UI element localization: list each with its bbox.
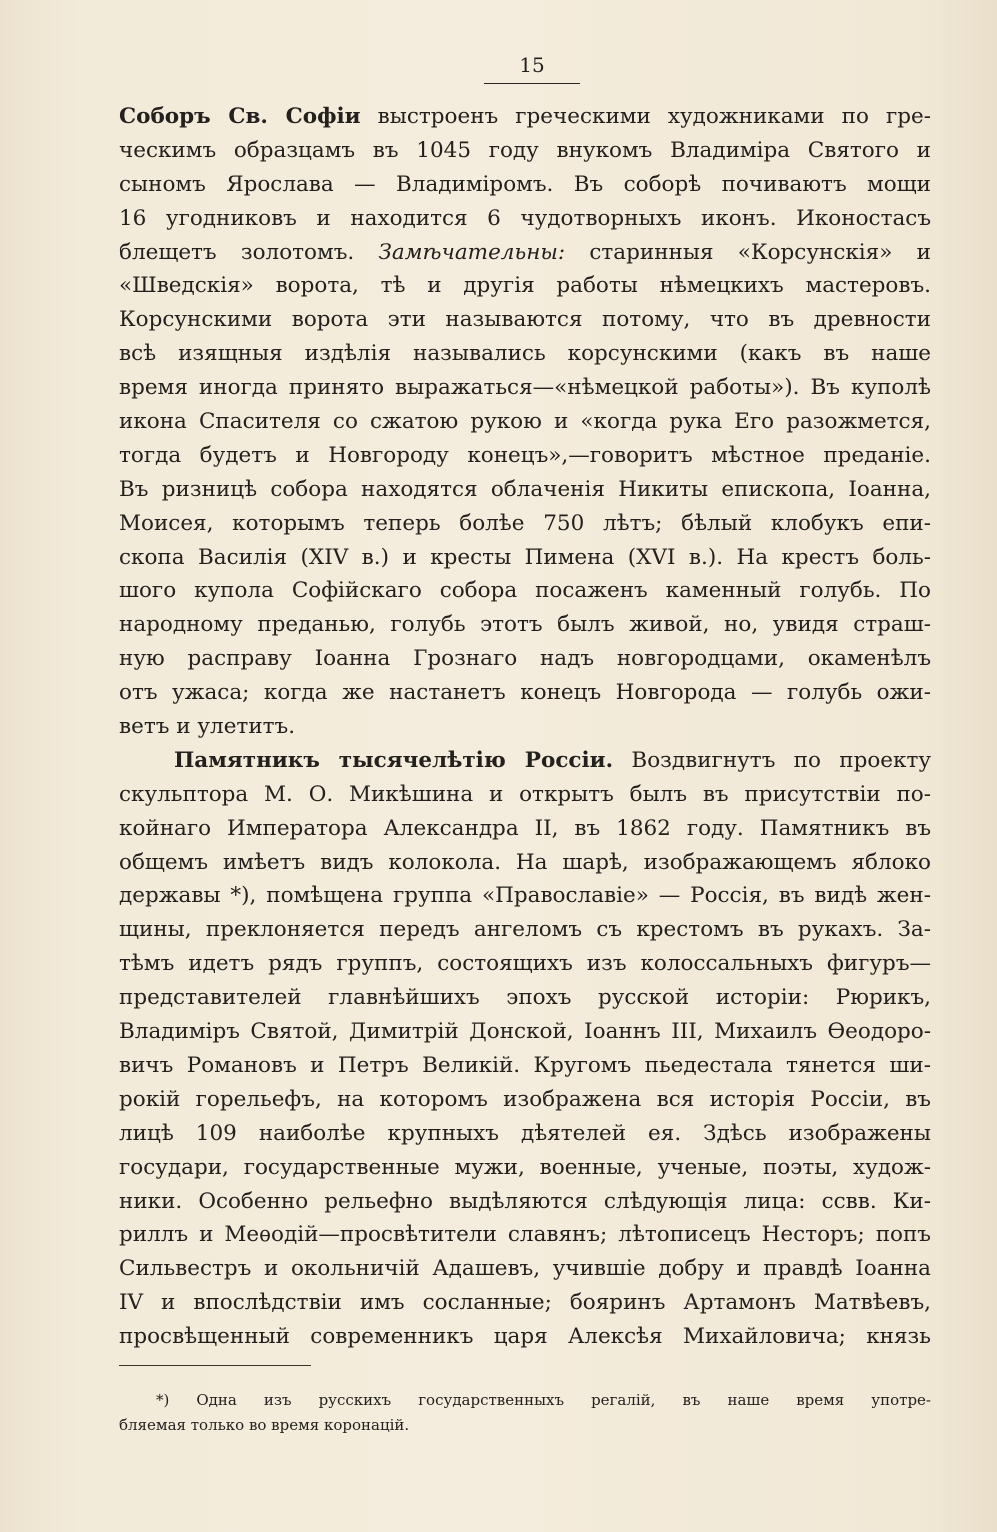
text-line [119,744,931,778]
text-line [119,405,931,439]
text-line [119,439,931,473]
emphasis-text: Замѣчательны: [378,239,566,265]
line-text: скопа Василія (XIV в.) и кресты Пимена (XVI в.). На крестъ боль- [119,544,931,570]
line-text: койнаго Императора Александра II, въ 1862 году. Памятникъ въ [119,815,931,841]
text-line [119,134,931,168]
line-text: ческимъ образцамъ въ 1045 году внукомъ Владиміра Святого и [119,137,931,163]
text-line [119,507,931,541]
text-line [119,947,931,981]
line-text: Воздвигнутъ по проекту [613,747,931,773]
page-number: 15 [519,53,545,77]
line-text: ветъ и улетитъ. [119,714,296,740]
section-heading: Соборъ Св. Софіи [119,104,361,129]
text-line [119,473,931,507]
text-line [119,981,931,1015]
text-line [119,100,931,134]
line-text: всѣ изящныя издѣлія назывались корсунскими (какъ въ наше [119,341,931,367]
line-text: тѣмъ идетъ рядъ группъ, состоящихъ изъ колоссальныхъ фигуръ— [119,951,931,977]
footnote-line: *) Одна изъ русскихъ государственныхъ регалій, въ наше время употре- [156,1391,931,1409]
line-text: выстроенъ греческими художниками по гре- [360,104,931,129]
text-line [119,1083,931,1117]
text-line [119,1252,931,1286]
text-line [119,337,931,371]
text-line [119,541,931,575]
text-line [119,1151,931,1185]
text-line [119,676,931,710]
line-text: икона Спасителя со сжатою рукою и «когда рука Его разожмется, [119,409,931,435]
text-line [119,1185,931,1219]
footnote [119,1388,931,1438]
line-text: лицѣ 109 наиболѣе крупныхъ дѣятелей ея. Здѣсь изображены [119,1120,931,1146]
line-text: «Шведскія» ворота, тѣ и другія работы нѣмецкихъ мастеровъ. [119,273,931,299]
line-text: старинныя «Корсунскія» и [565,239,931,265]
line-text: просвѣщенный современникъ царя Алексѣя Михайловича; князь [119,1324,931,1350]
footnote-separator [119,1365,311,1366]
line-text: государи, государственные мужи, военные, ученые, поэты, худож- [119,1154,931,1180]
text-line [119,642,931,676]
text-line [119,710,931,744]
line-text: Корсунскими ворота эти называются потому, что въ древности [119,307,931,333]
line-text: риллъ и Меѳодій—просвѣтители славянъ; лѣтописецъ Несторъ; попъ [119,1222,931,1248]
line-text: общемъ имѣетъ видъ колокола. На шарѣ, изображающемъ яблоко [119,849,931,875]
footnote-line: бляемая только во время коронацій. [119,1416,410,1434]
line-text: шого купола Софійскаго собора посаженъ каменный голубь. По [119,578,931,604]
line-text: тогда будетъ и Новгороду конецъ»,—говоритъ мѣстное преданіе. [119,442,931,468]
text-line [119,269,931,303]
text-line [119,1117,931,1151]
line-text: ники. Особенно рельефно выдѣляются слѣдующія лица: ссвв. Ки- [119,1188,931,1214]
page-number-rule [484,83,580,84]
line-text: Въ ризницѣ собора находятся облаченія Никиты епископа, Іоанна, [119,476,931,502]
text-line [119,608,931,642]
text-line [119,1015,931,1049]
line-text: 16 угодниковъ и находится 6 чудотворныхъ иконъ. Иконостасъ [119,205,931,231]
line-text: IV и впослѣдствіи имъ сосланные; бояринъ Артамонъ Матвѣевъ, [119,1290,931,1316]
line-text: представителей главнѣйшихъ эпохъ русской исторіи: Рюрикъ, [119,985,931,1011]
text-line [119,1049,931,1083]
text-line [119,1286,931,1320]
line-text: время иногда принято выражаться—«нѣмецкой работы»). Въ куполѣ [119,375,931,401]
line-text: блещетъ золотомъ. [119,239,379,265]
line-text: скульптора М. О. Микѣшина и открытъ былъ въ присутствіи по- [119,781,931,807]
text-line [119,303,931,337]
body-text [119,100,931,1354]
line-text: щины, преклоняется передъ ангеломъ съ крестомъ въ рукахъ. За- [119,917,931,943]
text-line [119,574,931,608]
line-text: Сильвестръ и окольничій Адашевъ, учившіе добру и правдѣ Іоанна [119,1256,931,1282]
line-text: вичъ Романовъ и Петръ Великій. Кругомъ пьедестала тянется ши- [119,1052,931,1078]
text-line [119,846,931,880]
text-line [119,202,931,236]
text-line [119,812,931,846]
section-heading: Памятникъ тысячелѣтію Россіи. [174,747,614,773]
line-text: рокій горельефъ, на которомъ изображена вся исторія Россіи, въ [119,1086,931,1112]
text-line [119,1320,931,1354]
line-text: сыномъ Ярослава — Владиміромъ. Въ соборѣ почиваютъ мощи [119,171,931,197]
text-line [119,371,931,405]
line-text: отъ ужаса; когда же настанетъ конецъ Новгорода — голубь ожи- [119,680,931,706]
text-line [119,236,931,270]
text-line [119,913,931,947]
text-line [119,1218,931,1252]
text-line [119,778,931,812]
line-text: Владиміръ Святой, Димитрій Донской, Іоаннъ III, Михаилъ Ѳеодоро- [119,1019,931,1045]
line-text: ную расправу Іоанна Грознаго надъ новгородцами, окаменѣлъ [119,646,931,672]
line-text: народному преданью, голубь этотъ былъ живой, но, увидя страш- [119,612,931,638]
text-line [119,879,931,913]
line-text: Моисея, которымъ теперь болѣе 750 лѣтъ; бѣлый клобукъ епи- [119,510,931,536]
text-line [119,168,931,202]
line-text: державы *), помѣщена группа «Православіе» — Россія, въ видѣ жен- [119,883,931,909]
